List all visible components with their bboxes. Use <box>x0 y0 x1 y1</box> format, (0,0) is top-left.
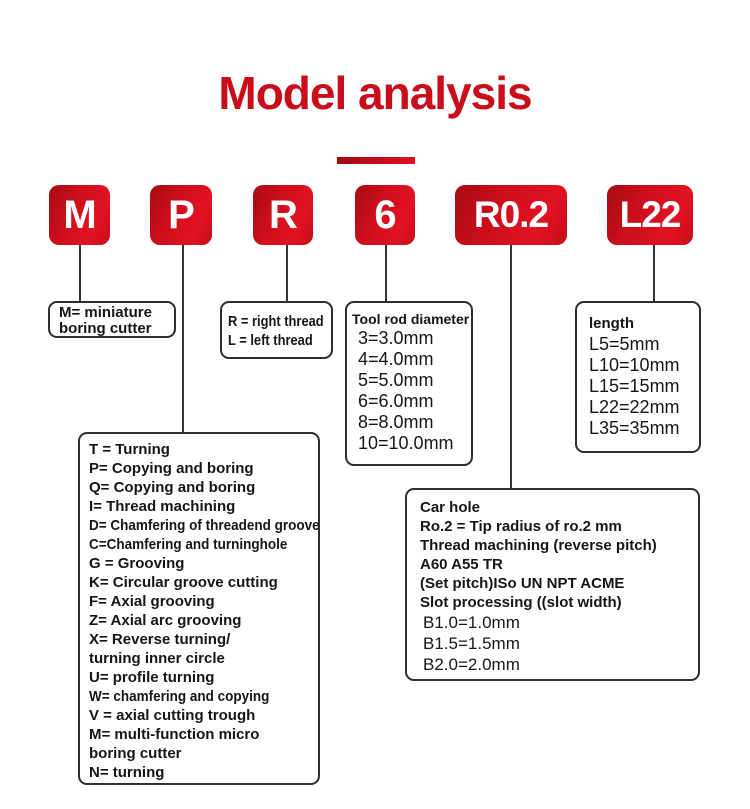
tool-rod-title: Tool rod diameter <box>352 311 470 327</box>
badge-r0-2: R0.2 <box>455 185 567 245</box>
miniature-box <box>48 301 176 338</box>
car-hole-value: B2.0=2.0mm <box>423 655 520 674</box>
miniature-line: boring cutter <box>59 320 152 337</box>
cutter-type-line: T = Turning <box>89 441 170 458</box>
tool-rod-value: 5=5.0mm <box>358 370 434 390</box>
badge-6: 6 <box>355 185 415 245</box>
car-hole-line: Thread machining (reverse pitch) <box>420 537 657 554</box>
cutter-type-line: C=Chamfering and turninghole <box>89 536 288 553</box>
thread-direction-box <box>220 301 333 359</box>
length-value: L22=22mm <box>589 397 680 417</box>
connector-line-6 <box>385 245 387 301</box>
length-value: L15=15mm <box>589 376 680 396</box>
connector-line-l22 <box>653 245 655 302</box>
tool-rod-value: 3=3.0mm <box>358 328 434 348</box>
cutter-type-line: Q= Copying and boring <box>89 479 256 496</box>
cutter-type-line: Z= Axial arc grooving <box>89 612 242 629</box>
badge-m: M <box>49 185 110 245</box>
length-title: length <box>589 315 634 332</box>
cutter-type-line: W= chamfering and copying <box>89 688 270 705</box>
length-box <box>575 301 701 453</box>
car-hole-line: Car hole <box>420 499 481 516</box>
length-value: L35=35mm <box>589 418 680 438</box>
cutter-type-line: N= turning <box>89 764 165 781</box>
cutter-type-line: turning inner circle <box>89 650 225 667</box>
car-hole-line: Slot processing ((slot width) <box>420 594 622 611</box>
cutter-type-line: boring cutter <box>89 745 182 762</box>
badge-l22: L22 <box>607 185 693 245</box>
miniature-line: M= miniature <box>59 304 152 321</box>
length-value: L10=10mm <box>589 355 680 375</box>
cutter-type-line: K= Circular groove cutting <box>89 574 278 591</box>
cutter-type-line: I= Thread machining <box>89 498 236 515</box>
tool-rod-diameter-box <box>345 301 473 466</box>
cutter-type-line: G = Grooving <box>89 555 185 572</box>
thread-line: R = right thread <box>228 313 324 330</box>
cutter-type-line: D= Chamfering of threadend groove <box>89 517 320 534</box>
page-title: Model analysis <box>218 67 532 119</box>
connector-line-p <box>182 245 184 432</box>
cutter-types-box <box>78 432 320 785</box>
cutter-type-line: X= Reverse turning/ <box>89 631 231 648</box>
badge-p: P <box>150 185 212 245</box>
car-hole-box <box>405 488 700 681</box>
cutter-type-line: P= Copying and boring <box>89 460 254 477</box>
cutter-type-line: V = axial cutting trough <box>89 707 256 724</box>
car-hole-line: (Set pitch)ISo UN NPT ACME <box>420 575 625 592</box>
car-hole-line: Ro.2 = Tip radius of ro.2 mm <box>420 518 622 535</box>
tool-rod-value: 8=8.0mm <box>358 412 434 432</box>
car-hole-line: A60 A55 TR <box>420 556 503 573</box>
car-hole-value: B1.5=1.5mm <box>423 634 520 653</box>
cutter-type-line: M= multi-function micro <box>89 726 260 743</box>
connector-line-r0-2 <box>510 245 512 488</box>
badge-r: R <box>253 185 313 245</box>
cutter-type-line: U= profile turning <box>89 669 215 686</box>
length-value: L5=5mm <box>589 334 660 354</box>
car-hole-value: B1.0=1.0mm <box>423 613 520 632</box>
connector-line-m <box>79 245 81 301</box>
tool-rod-value: 6=6.0mm <box>358 391 434 411</box>
tool-rod-value: 10=10.0mm <box>358 433 454 453</box>
tool-rod-value: 4=4.0mm <box>358 349 434 369</box>
thread-line: L = left thread <box>228 332 313 349</box>
cutter-type-line: F= Axial grooving <box>89 593 215 610</box>
connector-line-r <box>286 245 288 301</box>
title-underline <box>337 157 415 164</box>
